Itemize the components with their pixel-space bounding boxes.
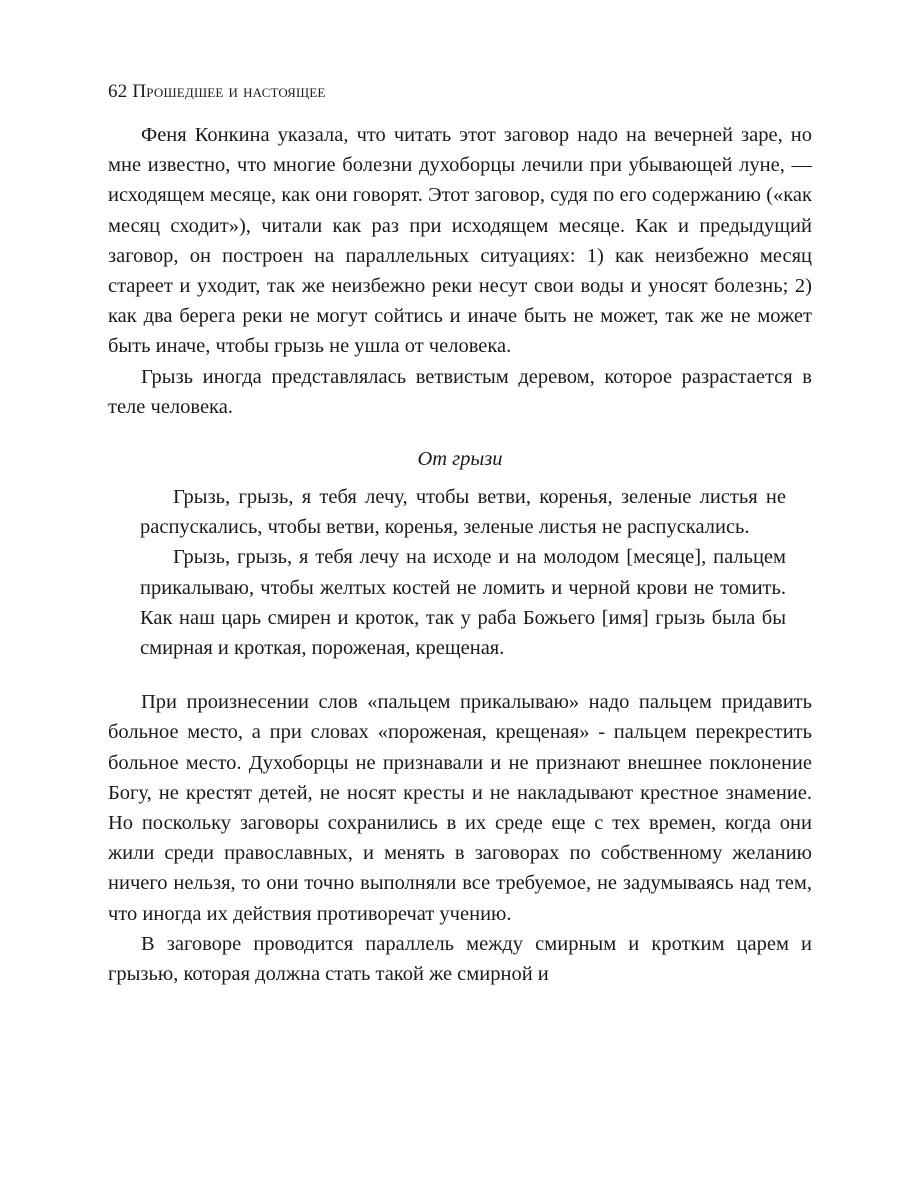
chapter-title: Прошедшее и настоящее: [132, 81, 326, 102]
paragraph: В заговоре проводится параллель между смирным и кротким царем и грызью, которая должна стать такой же смирной и: [108, 932, 812, 986]
charm-stanza: Грызь, грызь, я тебя лечу, чтобы ветви, коренья, зеленые листья не распускались, чтобы ветви, коренья, зеленые листья не распускались.: [140, 486, 786, 539]
paragraph: При произнесении слов «пальцем прикалываю» надо пальцем придавить больное место, а при словах «пороженая, крещеная» - пальцем перекрестить больное место. Духоборцы не признавали и не признают внешнее поклонение Богу, не крестят детей, не носят кресты и не накладывают крестное знамение. Но поскольку заговоры сохранились в их среде еще с тех времен, когда они жили среди православных, и менять в заговорах по собственному желанию ничего нельзя, то они точно выполняли все требуемое, не задумываясь над тем, что иногда их действия противоречат учению.: [108, 691, 812, 925]
book-page: [108, 78, 812, 989]
paragraph: Феня Конкина указала, что читать этот заговор надо на вечерней заре, но мне известно, что многие болезни духоборцы лечили при убывающей луне, — исходящем месяце, как они говорят. Этот заговор, судя по его содержанию («как месяц сходит»), читали как раз при исходящем месяце. Как и предыдущий заговор, он построен на параллельных ситуациях: 1) как неизбежно месяц стареет и уходит, так же неизбежно реки несут свои воды и уносят болезнь; 2) как два берега реки не могут сойтись и иначе быть не может, так же не может быть иначе, чтобы грызь не ушла от человека.: [108, 124, 812, 358]
section-spacer: [108, 663, 812, 687]
running-head: [108, 78, 812, 106]
charm-title: От грызи: [417, 448, 503, 471]
charm-text: [140, 482, 786, 663]
page-number: 62: [108, 81, 128, 102]
paragraph: Грызь иногда представлялась ветвистым деревом, которое разрастается в теле человека.: [108, 365, 812, 418]
charm-stanza: Грызь, грызь, я тебя лечу на исходе и на молодом [месяце], пальцем прикалываю, чтобы желтых костей не ломить и черной крови не томить. Как наш царь смирен и кроток, так у раба Божьего [имя] грызь была бы смирная и кроткая, пороженая, крещеная.: [140, 546, 786, 660]
